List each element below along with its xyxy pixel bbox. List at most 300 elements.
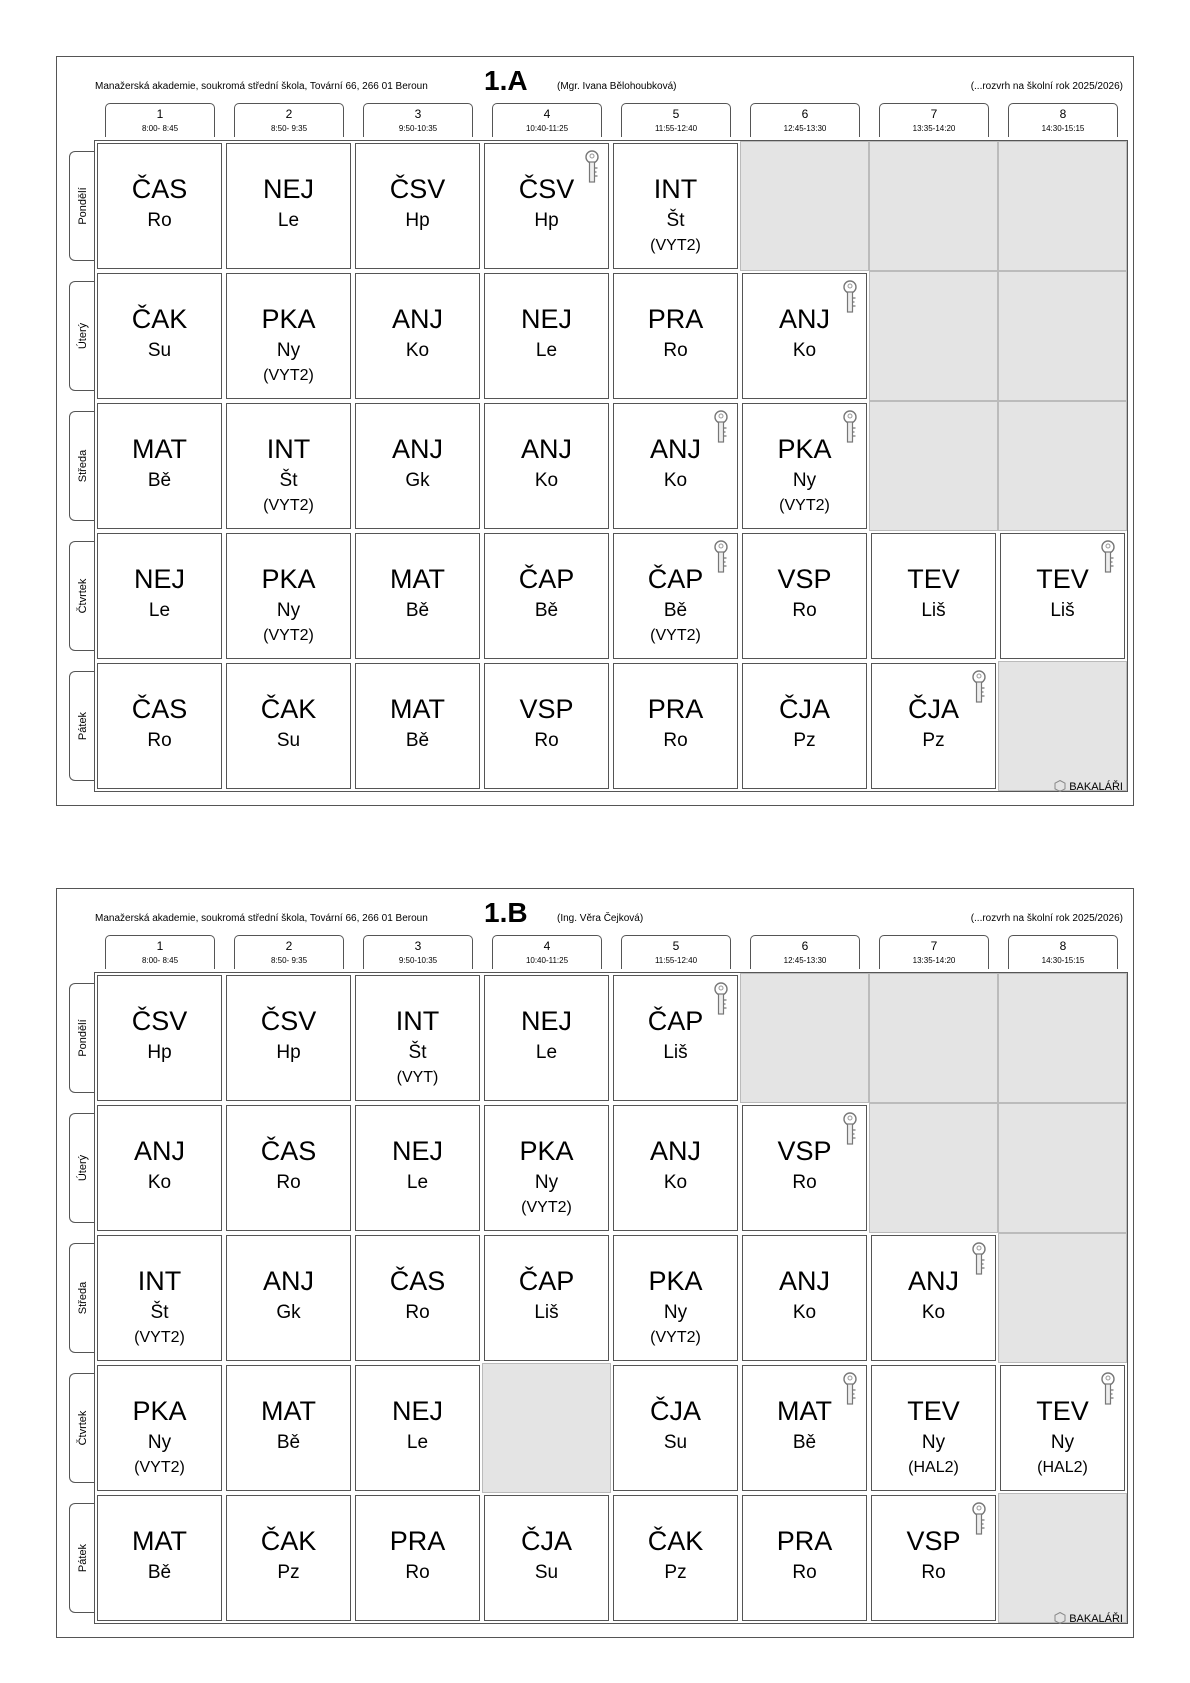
lesson-cell (226, 143, 351, 269)
period-tab-8 (1008, 103, 1118, 137)
lesson-teacher: Ko (147, 1172, 172, 1193)
period-time: 12:45-13:30 (783, 956, 827, 965)
period-tab-6 (750, 103, 860, 137)
lesson-cell (613, 273, 738, 399)
lesson-teacher: Ny (921, 1432, 946, 1453)
lesson-subject: MAT (390, 694, 445, 724)
lesson-cell (226, 403, 351, 529)
day-label: Čtvrtek (76, 1410, 89, 1446)
lesson-subject: PRA (776, 1526, 833, 1556)
period-time: 13:35-14:20 (912, 124, 956, 133)
period-number: 4 (543, 107, 551, 121)
lesson-subject: ČAK (647, 1526, 704, 1556)
empty-cell (869, 401, 998, 531)
period-number: 5 (672, 939, 680, 953)
lesson-cell (613, 975, 738, 1101)
lesson-subject: ČSV (518, 174, 575, 204)
period-time: 9:50-10:35 (398, 956, 438, 965)
bakalari-brand (1054, 1612, 1123, 1625)
lesson-subject: MAT (261, 1396, 316, 1426)
lesson-cell (613, 533, 738, 659)
lesson-room: (VYT2) (263, 627, 314, 644)
lesson-subject: MAT (777, 1396, 832, 1426)
lesson-teacher: Ro (663, 340, 688, 361)
lesson-teacher: Ko (405, 340, 430, 361)
bakalari-logo-icon (1054, 1612, 1066, 1624)
lesson-teacher: Su (534, 1562, 559, 1583)
lesson-subject: ANJ (778, 304, 830, 334)
day-tab-5 (69, 1503, 95, 1613)
period-number: 1 (156, 939, 164, 953)
timetable-1a (56, 56, 1134, 806)
lesson-cell (742, 273, 867, 399)
lesson-subject: PKA (261, 564, 316, 594)
period-tab-5 (621, 935, 731, 969)
lesson-subject: PKA (261, 304, 316, 334)
lesson-teacher: Ny (276, 600, 301, 621)
day-tab-3 (69, 411, 95, 521)
lesson-subject: NEJ (391, 1136, 443, 1166)
lesson-subject: INT (653, 174, 698, 204)
lesson-cell (484, 1495, 609, 1621)
lesson-teacher: Ro (792, 600, 817, 621)
lesson-subject: TEV (1036, 1396, 1089, 1426)
lesson-subject: ČAP (518, 1266, 575, 1296)
lesson-subject: NEJ (133, 564, 185, 594)
period-tab-4 (492, 935, 602, 969)
lesson-cell (484, 273, 609, 399)
lesson-teacher: Hp (276, 1042, 301, 1063)
lesson-subject: ČJA (520, 1526, 572, 1556)
lesson-cell (97, 273, 222, 399)
lesson-teacher: Ro (792, 1172, 817, 1193)
lesson-teacher: Bě (405, 730, 430, 751)
lesson-cell (742, 1105, 867, 1231)
lesson-subject: ANJ (520, 434, 572, 464)
lesson-cell (355, 1495, 480, 1621)
lesson-teacher: Le (535, 340, 558, 361)
lesson-cell (742, 403, 867, 529)
lesson-subject: NEJ (520, 304, 572, 334)
lesson-teacher: Ko (792, 340, 817, 361)
lesson-cell (871, 1235, 996, 1361)
day-label: Středa (76, 449, 89, 483)
lesson-cell (613, 1365, 738, 1491)
lesson-teacher: Le (277, 210, 300, 231)
period-number: 3 (414, 107, 422, 121)
key-icon (841, 1372, 859, 1406)
lesson-room: (VYT) (396, 1069, 439, 1086)
lesson-cell (97, 1365, 222, 1491)
period-number: 7 (930, 107, 938, 121)
timetable-1b (56, 888, 1134, 1638)
lesson-subject: NEJ (391, 1396, 443, 1426)
lesson-room: (VYT2) (263, 367, 314, 384)
lesson-teacher: Ny (1050, 1432, 1075, 1453)
lesson-cell (355, 403, 480, 529)
lesson-cell (97, 403, 222, 529)
lesson-subject: TEV (907, 1396, 960, 1426)
lesson-subject: ANJ (391, 434, 443, 464)
key-icon (841, 280, 859, 314)
lesson-cell (97, 1105, 222, 1231)
lesson-cell (742, 1235, 867, 1361)
period-tab-1 (105, 103, 215, 137)
day-label: Pondělí (76, 187, 89, 225)
lesson-teacher: Ny (534, 1172, 559, 1193)
class-name: 1.A (484, 65, 528, 96)
lesson-teacher: Bě (792, 1432, 817, 1453)
lesson-cell (742, 1495, 867, 1621)
lesson-cell (871, 533, 996, 659)
lesson-teacher: Bě (147, 470, 172, 491)
period-time: 13:35-14:20 (912, 956, 956, 965)
lesson-subject: INT (266, 434, 311, 464)
lesson-subject: ČSV (260, 1006, 317, 1036)
lesson-cell (355, 1235, 480, 1361)
lesson-subject: ANJ (133, 1136, 185, 1166)
empty-cell (998, 973, 1127, 1103)
period-number: 6 (801, 939, 809, 953)
lesson-teacher: Hp (534, 210, 559, 231)
lesson-cell (613, 1495, 738, 1621)
day-label: Pondělí (76, 1019, 89, 1057)
school-year-label: (...rozvrh na školní rok 2025/2026) (970, 81, 1123, 92)
lesson-cell (871, 663, 996, 789)
period-number: 2 (285, 939, 293, 953)
lesson-cell (355, 533, 480, 659)
lesson-teacher: Bě (147, 1562, 172, 1583)
period-tab-5 (621, 103, 731, 137)
lesson-subject: ČSV (389, 174, 446, 204)
lesson-room: (VYT2) (134, 1329, 185, 1346)
lesson-cell (355, 1365, 480, 1491)
lesson-teacher: Št (408, 1042, 427, 1063)
lesson-cell (226, 273, 351, 399)
lesson-teacher: Hp (147, 1042, 172, 1063)
empty-cell (998, 141, 1127, 271)
timetable-grid (94, 140, 1128, 792)
lesson-cell (355, 273, 480, 399)
lesson-cell (97, 533, 222, 659)
lesson-teacher: Ro (147, 730, 172, 751)
lesson-teacher: Liš (921, 600, 946, 621)
period-time: 8:00- 8:45 (141, 956, 179, 965)
lesson-subject: NEJ (262, 174, 314, 204)
lesson-subject: MAT (390, 564, 445, 594)
period-tab-2 (234, 935, 344, 969)
lesson-cell (613, 403, 738, 529)
lesson-teacher: Ko (663, 1172, 688, 1193)
lesson-teacher: Bě (405, 600, 430, 621)
lesson-teacher: Pz (793, 730, 816, 751)
lesson-teacher: Le (535, 1042, 558, 1063)
lesson-teacher: Ro (663, 730, 688, 751)
lesson-cell (1000, 533, 1125, 659)
empty-cell (998, 401, 1127, 531)
lesson-subject: PRA (389, 1526, 446, 1556)
lesson-room: (VYT2) (134, 1459, 185, 1476)
key-icon (841, 1112, 859, 1146)
lesson-teacher: Su (276, 730, 301, 751)
period-tab-6 (750, 935, 860, 969)
empty-cell (869, 271, 998, 401)
lesson-cell (355, 1105, 480, 1231)
bakalari-brand (1054, 780, 1123, 793)
lesson-cell (484, 975, 609, 1101)
period-time: 12:45-13:30 (783, 124, 827, 133)
lesson-cell (613, 143, 738, 269)
day-tab-3 (69, 1243, 95, 1353)
period-number: 2 (285, 107, 293, 121)
key-icon (712, 540, 730, 574)
lesson-subject: VSP (777, 564, 832, 594)
lesson-teacher: Liš (1050, 600, 1075, 621)
lesson-room: (VYT2) (521, 1199, 572, 1216)
day-label: Pátek (76, 711, 89, 741)
lesson-cell (613, 663, 738, 789)
lesson-subject: ČJA (778, 694, 830, 724)
class-teacher: (Ing. Věra Čejková) (557, 913, 644, 924)
key-icon (970, 1242, 988, 1276)
lesson-subject: MAT (132, 434, 187, 464)
key-icon (1099, 1372, 1117, 1406)
lesson-teacher: Ny (147, 1432, 172, 1453)
empty-cell (482, 1363, 611, 1493)
empty-cell (998, 271, 1127, 401)
lesson-cell (97, 975, 222, 1101)
day-label: Úterý (76, 1154, 89, 1182)
lesson-cell (97, 1235, 222, 1361)
lesson-teacher: Pz (664, 1562, 687, 1583)
lesson-teacher: Ro (534, 730, 559, 751)
lesson-room: (VYT2) (650, 237, 701, 254)
period-tab-8 (1008, 935, 1118, 969)
empty-cell (998, 1233, 1127, 1363)
timetable-grid (94, 972, 1128, 1624)
period-number: 1 (156, 107, 164, 121)
day-tab-2 (69, 1113, 95, 1223)
period-number: 5 (672, 107, 680, 121)
lesson-room: (VYT2) (779, 497, 830, 514)
class-name: 1.B (484, 897, 528, 928)
lesson-subject: PKA (519, 1136, 574, 1166)
school-address: Manažerská akademie, soukromá střední škola, Tovární 66, 266 01 Beroun (95, 913, 428, 924)
period-tab-7 (879, 103, 989, 137)
lesson-teacher: Ro (276, 1172, 301, 1193)
lesson-teacher: Ko (534, 470, 559, 491)
period-time: 8:50- 9:35 (270, 956, 308, 965)
empty-cell (740, 141, 869, 271)
key-icon (970, 670, 988, 704)
lesson-teacher: Su (663, 1432, 688, 1453)
period-tab-7 (879, 935, 989, 969)
lesson-subject: VSP (519, 694, 574, 724)
lesson-subject: INT (137, 1266, 182, 1296)
period-time: 14:30-15:15 (1041, 956, 1085, 965)
lesson-subject: PRA (647, 694, 704, 724)
lesson-subject: ČJA (649, 1396, 701, 1426)
day-tab-5 (69, 671, 95, 781)
lesson-teacher: Su (147, 340, 172, 361)
period-time: 14:30-15:15 (1041, 124, 1085, 133)
lesson-cell (484, 533, 609, 659)
period-number: 3 (414, 939, 422, 953)
lesson-teacher: Ny (276, 340, 301, 361)
lesson-teacher: Št (666, 210, 685, 231)
period-tab-2 (234, 103, 344, 137)
period-time: 10:40-11:25 (525, 956, 569, 965)
lesson-teacher: Ny (792, 470, 817, 491)
lesson-cell (484, 143, 609, 269)
day-labels (69, 151, 95, 781)
school-address: Manažerská akademie, soukromá střední škola, Tovární 66, 266 01 Beroun (95, 81, 428, 92)
lesson-subject: ČJA (907, 694, 959, 724)
lesson-teacher: Ro (921, 1562, 946, 1583)
lesson-subject: ČAK (131, 304, 188, 334)
lesson-subject: ČAS (260, 1136, 317, 1166)
period-time: 8:50- 9:35 (270, 124, 308, 133)
lesson-teacher: Ro (792, 1562, 817, 1583)
day-label: Středa (76, 1281, 89, 1315)
lesson-subject: ČAK (260, 1526, 317, 1556)
lesson-subject: VSP (777, 1136, 832, 1166)
lesson-teacher: Ro (405, 1562, 430, 1583)
lesson-cell (226, 1495, 351, 1621)
period-header (105, 103, 1118, 137)
lesson-cell (484, 663, 609, 789)
day-tab-4 (69, 1373, 95, 1483)
period-number: 7 (930, 939, 938, 953)
day-label: Čtvrtek (76, 578, 89, 614)
lesson-subject: ČAS (389, 1266, 446, 1296)
lesson-cell (226, 1105, 351, 1231)
lesson-subject: ČAP (518, 564, 575, 594)
lesson-cell (484, 403, 609, 529)
lesson-teacher: Liš (534, 1302, 559, 1323)
key-icon (583, 150, 601, 184)
lesson-subject: PKA (648, 1266, 703, 1296)
lesson-room: (HAL2) (908, 1459, 959, 1476)
lesson-subject: ANJ (391, 304, 443, 334)
lesson-cell (484, 1105, 609, 1231)
lesson-cell (1000, 1365, 1125, 1491)
brand-name: BAKALÁŘI (1069, 781, 1123, 793)
period-time: 9:50-10:35 (398, 124, 438, 133)
lesson-cell (226, 1365, 351, 1491)
key-icon (712, 410, 730, 444)
lesson-teacher: Le (406, 1172, 429, 1193)
period-tab-1 (105, 935, 215, 969)
empty-cell (869, 141, 998, 271)
day-tab-2 (69, 281, 95, 391)
empty-cell (869, 1103, 998, 1233)
lesson-teacher: Št (150, 1302, 169, 1323)
lesson-subject: MAT (132, 1526, 187, 1556)
lesson-room: (HAL2) (1037, 1459, 1088, 1476)
day-tab-4 (69, 541, 95, 651)
lesson-teacher: Ro (405, 1302, 430, 1323)
lesson-room: (VYT2) (650, 1329, 701, 1346)
lesson-subject: ANJ (649, 434, 701, 464)
day-labels (69, 983, 95, 1613)
lesson-cell (226, 663, 351, 789)
school-year-label: (...rozvrh na školní rok 2025/2026) (970, 913, 1123, 924)
lesson-cell (226, 533, 351, 659)
key-icon (841, 410, 859, 444)
day-label: Úterý (76, 322, 89, 350)
lesson-teacher: Liš (663, 1042, 688, 1063)
lesson-teacher: Ro (147, 210, 172, 231)
empty-cell (998, 1493, 1127, 1623)
period-tab-3 (363, 103, 473, 137)
lesson-teacher: Št (279, 470, 298, 491)
lesson-room: (VYT2) (650, 627, 701, 644)
lesson-cell (97, 663, 222, 789)
lesson-cell (613, 1235, 738, 1361)
key-icon (970, 1502, 988, 1536)
lesson-teacher: Ko (663, 470, 688, 491)
lesson-subject: ANJ (262, 1266, 314, 1296)
lesson-cell (355, 143, 480, 269)
period-number: 8 (1059, 107, 1067, 121)
lesson-teacher: Gk (276, 1302, 301, 1323)
lesson-teacher: Hp (405, 210, 430, 231)
lesson-teacher: Gk (405, 470, 430, 491)
empty-cell (869, 973, 998, 1103)
lesson-teacher: Pz (277, 1562, 300, 1583)
lesson-teacher: Bě (276, 1432, 301, 1453)
lesson-cell (355, 975, 480, 1101)
bakalari-logo-icon (1054, 780, 1066, 792)
lesson-teacher: Bě (663, 600, 688, 621)
lesson-teacher: Ko (792, 1302, 817, 1323)
lesson-cell (613, 1105, 738, 1231)
brand-name: BAKALÁŘI (1069, 1613, 1123, 1625)
lesson-cell (742, 1365, 867, 1491)
period-time: 8:00- 8:45 (141, 124, 179, 133)
period-tab-4 (492, 103, 602, 137)
lesson-cell (226, 975, 351, 1101)
lesson-teacher: Le (148, 600, 171, 621)
lesson-subject: ANJ (778, 1266, 830, 1296)
lesson-cell (226, 1235, 351, 1361)
lesson-subject: TEV (1036, 564, 1089, 594)
lesson-teacher: Ko (921, 1302, 946, 1323)
lesson-subject: PKA (777, 434, 832, 464)
lesson-subject: PRA (647, 304, 704, 334)
empty-cell (998, 1103, 1127, 1233)
lesson-cell (871, 1495, 996, 1621)
period-tab-3 (363, 935, 473, 969)
lesson-subject: ČAS (131, 694, 188, 724)
key-icon (1099, 540, 1117, 574)
period-time: 10:40-11:25 (525, 124, 569, 133)
lesson-cell (742, 533, 867, 659)
lesson-cell (871, 1365, 996, 1491)
empty-cell (998, 661, 1127, 791)
key-icon (712, 982, 730, 1016)
period-time: 11:55-12:40 (654, 124, 698, 133)
lesson-subject: VSP (906, 1526, 961, 1556)
lesson-subject: ČSV (131, 1006, 188, 1036)
lesson-subject: PKA (132, 1396, 187, 1426)
lesson-subject: ČAK (260, 694, 317, 724)
lesson-subject: ANJ (907, 1266, 959, 1296)
lesson-cell (97, 1495, 222, 1621)
lesson-subject: ČAS (131, 174, 188, 204)
period-time: 11:55-12:40 (654, 956, 698, 965)
